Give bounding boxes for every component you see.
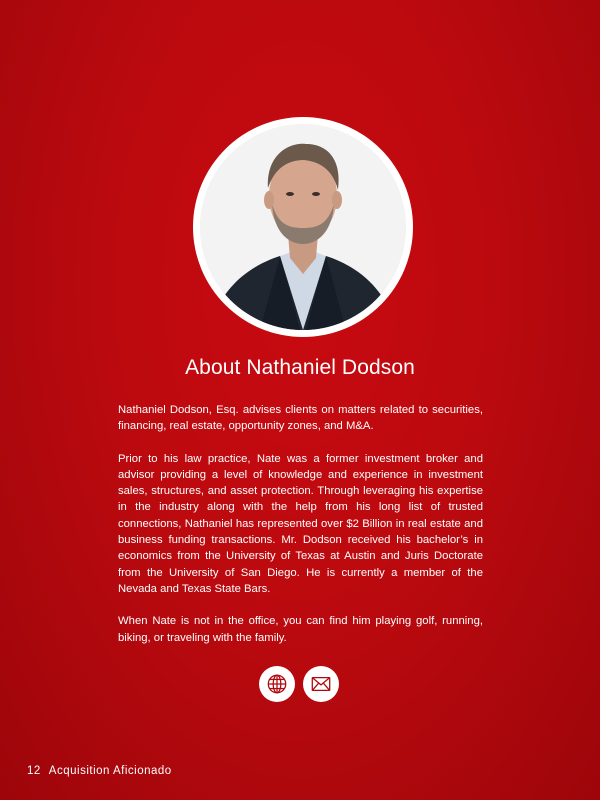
portrait-frame [193, 117, 413, 337]
bio-paragraph: Nathaniel Dodson, Esq. advises clients on matters related to securities, financing, real estate, opportunity zones, and M&A. [118, 404, 483, 433]
contact-icons [259, 666, 339, 702]
website-button[interactable] [259, 666, 295, 702]
email-button[interactable] [303, 666, 339, 702]
mail-icon [310, 673, 332, 695]
portrait-photo [200, 124, 406, 330]
globe-icon [266, 673, 288, 695]
bio-paragraph: When Nate is not in the office, you can find him playing golf, running, biking, or traveling with the family. [118, 615, 483, 644]
bio-paragraph: Prior to his law practice, Nate was a former investment broker and advisor providing a level of knowledge and experience in investment sales, structures, and asset protection. Through leveraging his expertise in the industry along with the help from his long list of trusted connections, Nathaniel has represented over $2 Billion in real estate and business funding transactions. Mr. Dodson received his bachelor’s in economics from the University of Texas at Austin and Juris Doctorate from the University of San Diego. He is currently a member of the Nevada and Texas State Bars. [118, 452, 483, 595]
publication-name: Acquisition Aficionado [48, 765, 172, 777]
bio-text [118, 402, 483, 662]
page-footer [27, 765, 172, 777]
page-number: 12 [27, 765, 41, 777]
page-title: About Nathaniel Dodson [185, 356, 415, 379]
